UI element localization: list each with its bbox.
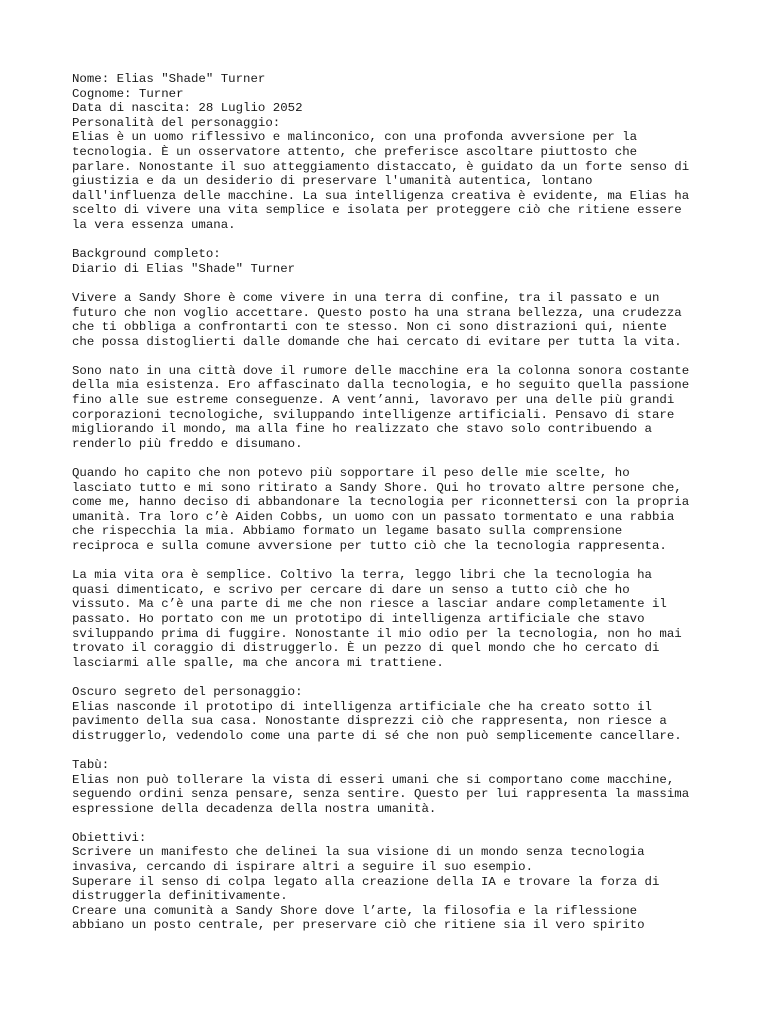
text-line: futuro che non voglio accettare. Questo posto ha una strana bellezza, una crudezza [72,305,682,320]
text-line: Elias è un uomo riflessivo e malinconico, con una profonda avversione per la [72,130,638,145]
text-line: migliorando il mondo, ma alla fine ho realizzato che stavo solo contribuendo a [72,422,652,437]
text-line: giustizia e da un desiderio di preservare l'umanità autentica, lontano [72,174,593,189]
text-line: Elias non può tollerare la vista di esseri umani che si comportano come macchine, [72,772,675,787]
text-line: passato. Ho portato con me un prototipo di intelligenza artificiale che stavo [72,611,645,626]
document-body [72,72,712,933]
text-line: Nome: Elias "Shade" Turner [72,72,266,86]
character-header [72,72,712,233]
text-line: Quando ho capito che non potevo più sopportare il peso delle mie scelte, ho [72,466,630,481]
text-line: reciproca e sulla comune avversione per tutto ciò che la tecnologia rappresenta. [72,539,667,553]
text-line: trovato il coraggio di distruggerlo. È un pezzo di quel mondo che ho cercato di [72,641,660,656]
text-line: tecnologia. È un osservatore attento, che preferisce ascoltare piuttosto che [72,144,638,159]
text-line: Data di nascita: 28 Luglio 2052 [72,101,303,116]
text-line: espressione della decadenza della nostra umanità. [72,801,437,816]
diary-paragraph-3 [72,466,712,554]
text-line: Diario di Elias "Shade" Turner [72,261,296,276]
objectives [72,831,712,933]
text-line: Vivere a Sandy Shore è come vivere in una terra di confine, tra il passato e un [72,290,660,305]
text-line: Obiettivi: [72,830,147,845]
text-line: abbiano un posto centrale, per preservare ciò che ritiene sia il vero spirito [72,918,645,933]
background-heading [72,247,712,276]
document-page [72,72,712,933]
text-line: scelto di vivere una vita semplice e isolata per proteggere ciò che ritiene essere [72,203,682,218]
text-line: della mia esistenza. Ero affascinato dalla tecnologia, e ho seguito quella passione [72,378,690,393]
text-line: dall'influenza delle macchine. La sua intelligenza creativa è evidente, ma Elias ha [72,188,690,203]
text-line: che possa distoglierti dalle domande che hai cercato di evitare per tutta la vita. [72,334,682,349]
text-line: che rispecchia la mia. Abbiamo formato un legame basato sulla comprensione [72,524,623,539]
text-line: Oscuro segreto del personaggio: [72,684,303,699]
text-line: distruggerla definitivamente. [72,889,288,904]
text-line: parlare. Nonostante il suo atteggiamento distaccato, è guidato da un forte senso di [72,159,690,174]
text-line: quasi dimenticato, e scrivo per cercare di dare un senso a tutto ciò che ho [72,582,630,597]
text-line: vissuto. Ma c’è una parte di me che non riesce a lasciar andare completamente il [72,597,667,612]
dark-secret [72,685,712,743]
text-line: Creare una comunità a Sandy Shore dove l’arte, la filosofia e la riflessione [72,903,638,918]
text-line: Background completo: [72,247,221,262]
diary-paragraph-2 [72,364,712,452]
text-line: fino alle sue estreme conseguenze. A vent’anni, lavoravo per una delle più grandi [72,393,675,408]
taboo [72,758,712,816]
text-line: corporazioni tecnologiche, sviluppando intelligenze artificiali. Pensavo di stare [72,407,675,422]
text-line: come me, hanno deciso di abbandonare la tecnologia per riconnettersi con la propria [72,495,690,510]
text-line: seguendo ordini senza pensare, senza sentire. Questo per lui rappresenta la massima [72,787,690,802]
text-line: renderlo più freddo e disumano. [72,436,303,451]
text-line: distruggerlo, vedendolo come una parte di sé che non può semplicemente cancellare. [72,728,682,743]
text-line: pavimento della sua casa. Nonostante disprezzi ciò che rappresenta, non riesce a [72,714,667,729]
text-line: Scrivere un manifesto che delinei la sua visione di un mondo senza tecnologia [72,845,645,860]
text-line: Tabù: [72,757,110,772]
text-line: che ti obbliga a confrontarti con te stesso. Non ci sono distrazioni qui, niente [72,320,667,335]
text-line: la vera essenza umana. [72,217,236,232]
text-line: umanità. Tra loro c’è Aiden Cobbs, un uomo con un passato tormentato e una rabbia [72,509,675,524]
diary-paragraph-4 [72,568,712,670]
text-line: invasiva, cercando di ispirare altri a seguire il suo esempio. [72,860,534,875]
text-line: lasciarmi alle spalle, ma che ancora mi trattiene. [72,655,444,670]
text-line: sviluppando prima di fuggire. Nonostante il mio odio per la tecnologia, non ho mai [72,626,682,641]
text-line: Elias nasconde il prototipo di intelligenza artificiale che ha creato sotto il [72,699,652,714]
text-line: La mia vita ora è semplice. Coltivo la terra, leggo libri che la tecnologia ha [72,568,652,583]
text-line: lasciato tutto e mi sono ritirato a Sandy Shore. Qui ho trovato altre persone che, [72,480,682,495]
text-line: Sono nato in una città dove il rumore delle macchine era la colonna sonora costante [72,363,690,378]
text-line: Cognome: Turner [72,86,184,101]
diary-paragraph-1 [72,291,712,349]
text-line: Superare il senso di colpa legato alla creazione della IA e trovare la forza di [72,874,660,889]
text-line: Personalità del personaggio: [72,115,281,130]
